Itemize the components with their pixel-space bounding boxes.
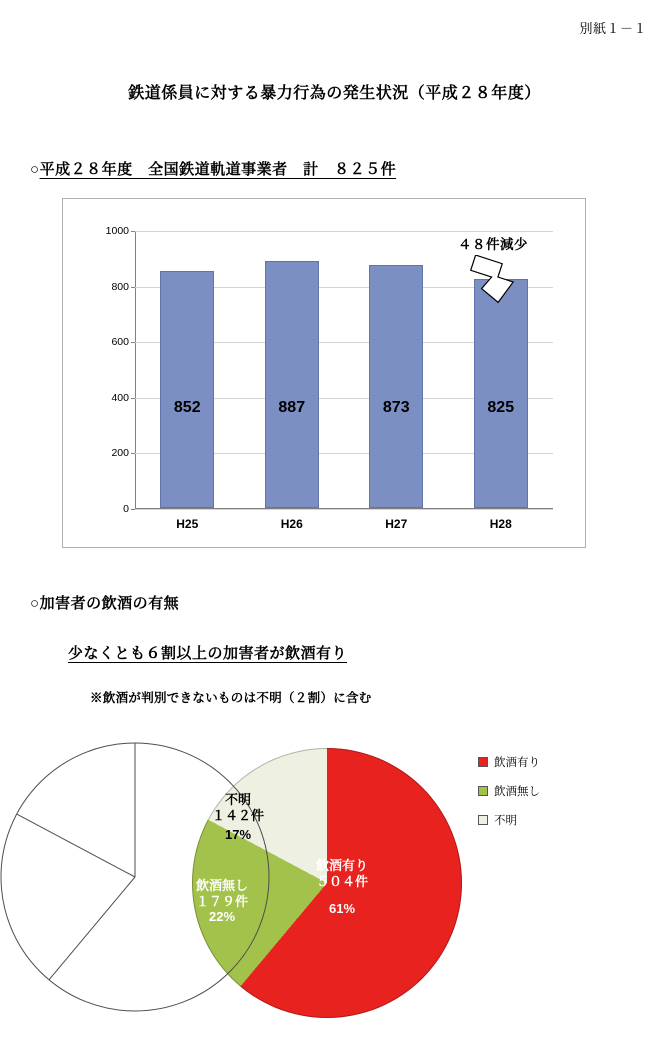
bar-chart-section-heading-text: 平成２８年度 全国鉄道軌道事業者 計 ８２５件 — [39, 161, 397, 178]
y-tickmark — [131, 453, 135, 454]
pie-chart-section-heading — [30, 592, 179, 613]
y-tickmark — [131, 342, 135, 343]
bar-H28 — [474, 279, 528, 508]
pie-slice-label-drinking-percent: 61% — [328, 900, 356, 916]
pie-chart — [0, 742, 669, 1042]
y-gridline — [135, 509, 553, 510]
bar-H26 — [265, 261, 319, 508]
pie-slice-label-unknown-count: １４２件 — [212, 808, 265, 824]
decrease-arrow-icon — [461, 255, 541, 309]
y-tick-label: 400 — [111, 391, 129, 404]
pie-slice-label-nodrinking-percent: 22% — [208, 908, 236, 924]
bar-chart-section-heading — [30, 158, 396, 179]
bullet-circle-icon-2: ○ — [30, 595, 40, 612]
pie-slice-label-nodrinking — [196, 878, 248, 925]
x-tick-label-H28: H28 — [489, 517, 512, 531]
legend-swatch-icon — [478, 815, 488, 825]
legend-item-label: 飲酒有り — [494, 757, 540, 769]
pie-slice-label-unknown-percent: 17% — [224, 826, 252, 842]
legend-item-0 — [478, 754, 540, 770]
bullet-circle-icon: ○ — [30, 161, 40, 178]
y-axis — [135, 231, 136, 509]
x-tick-label-H26: H26 — [280, 517, 303, 531]
bar-chart — [62, 198, 586, 548]
bar-value-label-H27: 873 — [382, 399, 410, 416]
x-tick-label-H27: H27 — [385, 517, 408, 531]
legend-item-2 — [478, 812, 540, 828]
bar-value-label-H25: 852 — [173, 399, 201, 416]
legend-swatch-icon — [478, 786, 488, 796]
pie-slice-label-drinking-count: ５０４件 — [316, 874, 369, 890]
pie-slice-label-nodrinking-name: 飲酒無し — [196, 878, 249, 893]
pie-slice-label-drinking — [316, 858, 368, 917]
y-tickmark — [131, 398, 135, 399]
bar-chart-annotation: ４８件減少 — [458, 237, 528, 252]
bar-H27 — [369, 265, 423, 508]
page-title: 鉄道係員に対する暴力行為の発生状況（平成２８年度） — [128, 85, 541, 102]
y-tickmark — [131, 231, 135, 232]
pie-slice-label-drinking-name: 飲酒有り — [316, 858, 369, 873]
legend-item-label: 飲酒無し — [494, 786, 540, 798]
pie-chart-note: ※飲酒が判別できないものは不明（２割）に含む — [90, 691, 372, 705]
pie-slice-label-unknown — [212, 792, 264, 843]
pie-chart-sub-heading: 少なくとも６割以上の加害者が飲酒有り — [68, 645, 348, 662]
y-gridline — [135, 231, 553, 232]
pie-slice-borders — [0, 742, 270, 1012]
x-tick-label-H25: H25 — [176, 517, 199, 531]
bar-H25 — [160, 271, 214, 508]
pie-slice-label-unknown-name: 不明 — [225, 792, 252, 807]
y-tick-label: 0 — [123, 503, 129, 515]
bar-value-label-H28: 825 — [487, 399, 515, 416]
pie-slice-label-nodrinking-count: １７９件 — [196, 894, 249, 910]
document-code: 別紙１－１ — [579, 21, 647, 36]
pie-chart-section-heading-text: 加害者の飲酒の有無 — [39, 595, 180, 612]
y-tick-label: 600 — [111, 336, 129, 349]
bar-value-label-H26: 887 — [278, 399, 306, 416]
pie-chart-legend — [478, 754, 540, 841]
y-tick-label: 800 — [111, 280, 129, 293]
legend-swatch-icon — [478, 757, 488, 767]
y-tick-label: 1000 — [105, 225, 129, 237]
y-tickmark — [131, 509, 135, 510]
legend-item-label: 不明 — [494, 815, 517, 827]
y-tickmark — [131, 287, 135, 288]
y-tick-label: 200 — [111, 447, 129, 460]
legend-item-1 — [478, 783, 540, 799]
